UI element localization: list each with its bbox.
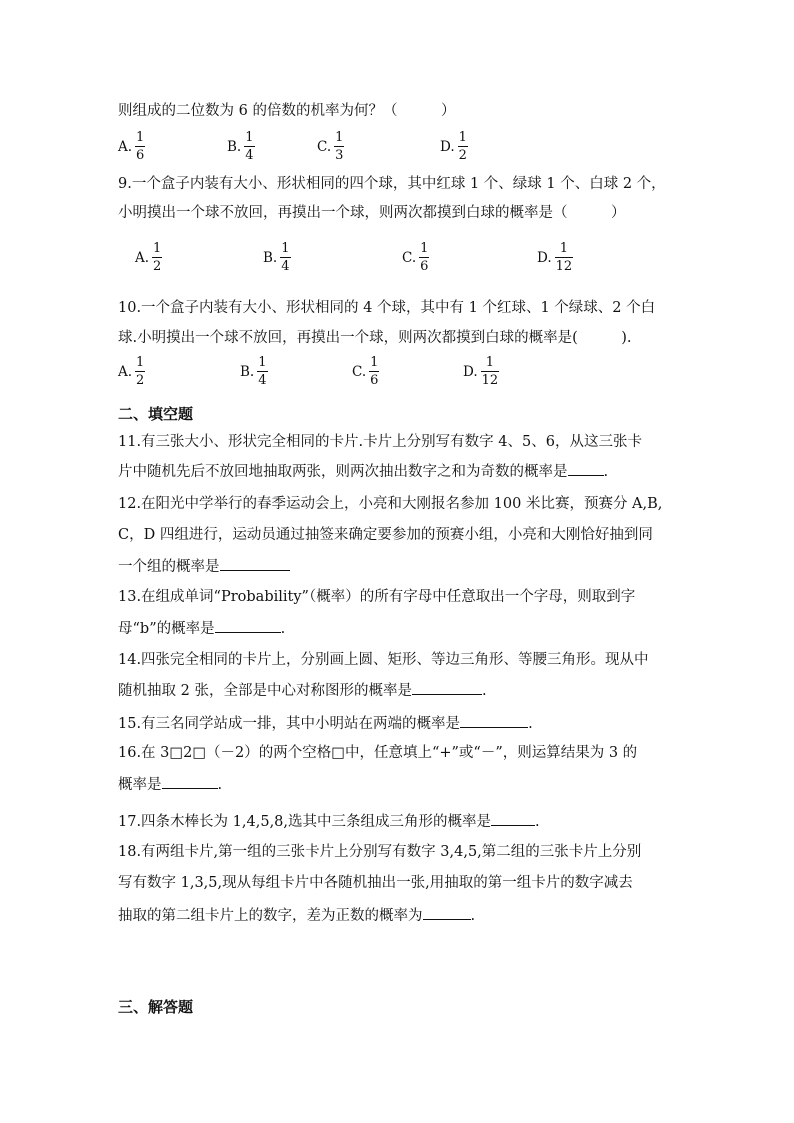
q9-option-c[interactable] xyxy=(402,242,429,273)
q13-line-2: 母“b”的概率是 . xyxy=(118,618,285,639)
answer-blank[interactable] xyxy=(412,680,482,695)
answer-blank[interactable] xyxy=(568,461,604,476)
fraction: $\frac{1}{4}$ xyxy=(258,355,267,388)
section-heading-fill-blank: 二、填空题 xyxy=(118,405,194,423)
option-label: D. xyxy=(440,138,455,155)
q18-line-1: 18.有两组卡片,第一组的三张卡片上分别写有数字 3,4,5,第二组的三张卡片上分别 xyxy=(118,844,642,860)
q12-line-3 xyxy=(118,556,290,577)
q16-text: 概率是 xyxy=(118,777,162,793)
q9-line-1: 9.一个盒子内装有大小、形状相同的四个球，其中红球 1 个、绿球 1 个、白球 2 个， xyxy=(118,176,666,192)
option-label: D. xyxy=(537,249,552,266)
q10-line-1: 10.一个盒子内装有大小、形状相同的 4 个球，其中有 1 个红球、1 个绿球、2 个白 xyxy=(118,300,656,316)
answer-blank[interactable] xyxy=(215,618,281,633)
fraction: $\frac{1}{2}$ xyxy=(153,241,162,274)
answer-blank[interactable] xyxy=(162,774,218,789)
q8-question-text: 则组成的二位数为 6 的倍数的机率为何？（ ） xyxy=(118,103,456,119)
q11-line-1: 11.有三张大小、形状完全相同的卡片.卡片上分别写有数字 4、5、6，从这三张卡 xyxy=(118,434,642,450)
q13-line-1: 13.在组成单词“Probability”（概率）的所有字母中任意取出一个字母，则取到字 xyxy=(118,589,636,605)
q10-option-d[interactable] xyxy=(463,356,499,387)
option-label: B. xyxy=(263,249,278,266)
fraction: $\frac{1}{4}$ xyxy=(281,241,290,274)
q8-option-a[interactable] xyxy=(118,131,145,162)
answer-blank[interactable] xyxy=(491,811,535,826)
q16-line-1: 16.在 3□2□（－2）的两个空格□中，任意填上“+”或“－”，则运算结果为 3 的 xyxy=(118,745,638,761)
option-label: D. xyxy=(463,363,478,380)
fraction: $\frac{1}{6}$ xyxy=(136,130,145,163)
q11-text: 片中随机先后不放回地抽取两张，则两次抽出数字之和为奇数的概率是 xyxy=(118,464,568,480)
fraction: $\frac{1}{6}$ xyxy=(420,241,429,274)
q12-line-2: C，D 四组进行，运动员通过抽签来确定要参加的预赛小组，小亮和大刚恰好抽到同 xyxy=(118,527,653,543)
q8-option-d[interactable] xyxy=(440,131,468,162)
q9-line-2: 小明摸出一个球不放回，再摸出一个球，则两次都摸到白球的概率是（ ） xyxy=(118,205,626,221)
q14-line-1: 14.四张完全相同的卡片上，分别画上圆、矩形、等边三角形、等腰三角形。现从中 xyxy=(118,652,649,668)
q17-line-1: 17.四条木棒长为 1,4,5,8,选其中三条组成三角形的概率是 . xyxy=(118,811,540,832)
fraction: $\frac{1}{3}$ xyxy=(335,130,344,163)
q8-option-c[interactable] xyxy=(317,131,344,162)
q14-line-2: 随机抽取 2 张，全部是中心对称图形的概率是 . xyxy=(118,680,487,701)
fraction: $\frac{1}{4}$ xyxy=(245,130,254,163)
option-label: C. xyxy=(317,138,332,155)
answer-blank[interactable] xyxy=(423,905,471,920)
q8-option-b[interactable] xyxy=(227,131,255,162)
q18-line-3: 抽取的第二组卡片上的数字，差为正数的概率为 . xyxy=(118,905,475,926)
q9-option-d[interactable] xyxy=(537,242,573,273)
q10-option-c[interactable] xyxy=(352,356,379,387)
q18-text: 抽取的第二组卡片上的数字，差为正数的概率为 xyxy=(118,908,423,924)
q11-line-2: 片中随机先后不放回地抽取两张，则两次抽出数字之和为奇数的概率是 . xyxy=(118,461,608,482)
q10-line-2: 球.小明摸出一个球不放回，再摸出一个球，则两次都摸到白球的概率是( ). xyxy=(118,330,632,346)
q12-line-1: 12.在阳光中学举行的春季运动会上，小亮和大刚报名参加 100 米比赛，预赛分 A,B, xyxy=(118,496,663,512)
q14-text: 随机抽取 2 张，全部是中心对称图形的概率是 xyxy=(118,683,412,699)
fraction: $\frac{1}{12}$ xyxy=(481,355,499,388)
answer-blank[interactable] xyxy=(220,556,290,571)
option-label: B. xyxy=(240,363,255,380)
fraction: $\frac{1}{2}$ xyxy=(136,355,145,388)
q9-option-b[interactable] xyxy=(263,242,291,273)
option-label: A. xyxy=(135,249,150,266)
option-label: A. xyxy=(118,138,133,155)
option-label: A. xyxy=(118,363,133,380)
option-label: C. xyxy=(402,249,417,266)
q12-text: 一个组的概率是 xyxy=(118,559,220,575)
option-label: B. xyxy=(227,138,242,155)
fraction: $\frac{1}{2}$ xyxy=(458,130,467,163)
q10-option-b[interactable] xyxy=(240,356,268,387)
q13-text: 母“b”的概率是 xyxy=(118,621,215,637)
fraction: $\frac{1}{12}$ xyxy=(555,241,573,274)
answer-blank[interactable] xyxy=(460,713,528,728)
q10-option-a[interactable] xyxy=(118,356,145,387)
option-label: C. xyxy=(352,363,367,380)
q16-line-2: 概率是 . xyxy=(118,774,222,795)
q17-text: 17.四条木棒长为 1,4,5,8,选其中三条组成三角形的概率是 xyxy=(118,814,492,830)
q15-line-1: 15.有三名同学站成一排，其中小明站在两端的概率是 . xyxy=(118,713,533,734)
section-heading-answer: 三、解答题 xyxy=(118,998,194,1016)
q18-line-2: 写有数字 1,3,5,现从每组卡片中各随机抽出一张,用抽取的第一组卡片的数字减去 xyxy=(118,875,633,891)
q9-option-a[interactable] xyxy=(135,242,162,273)
fraction: $\frac{1}{6}$ xyxy=(370,355,379,388)
q15-text: 15.有三名同学站成一排，其中小明站在两端的概率是 xyxy=(118,716,461,732)
